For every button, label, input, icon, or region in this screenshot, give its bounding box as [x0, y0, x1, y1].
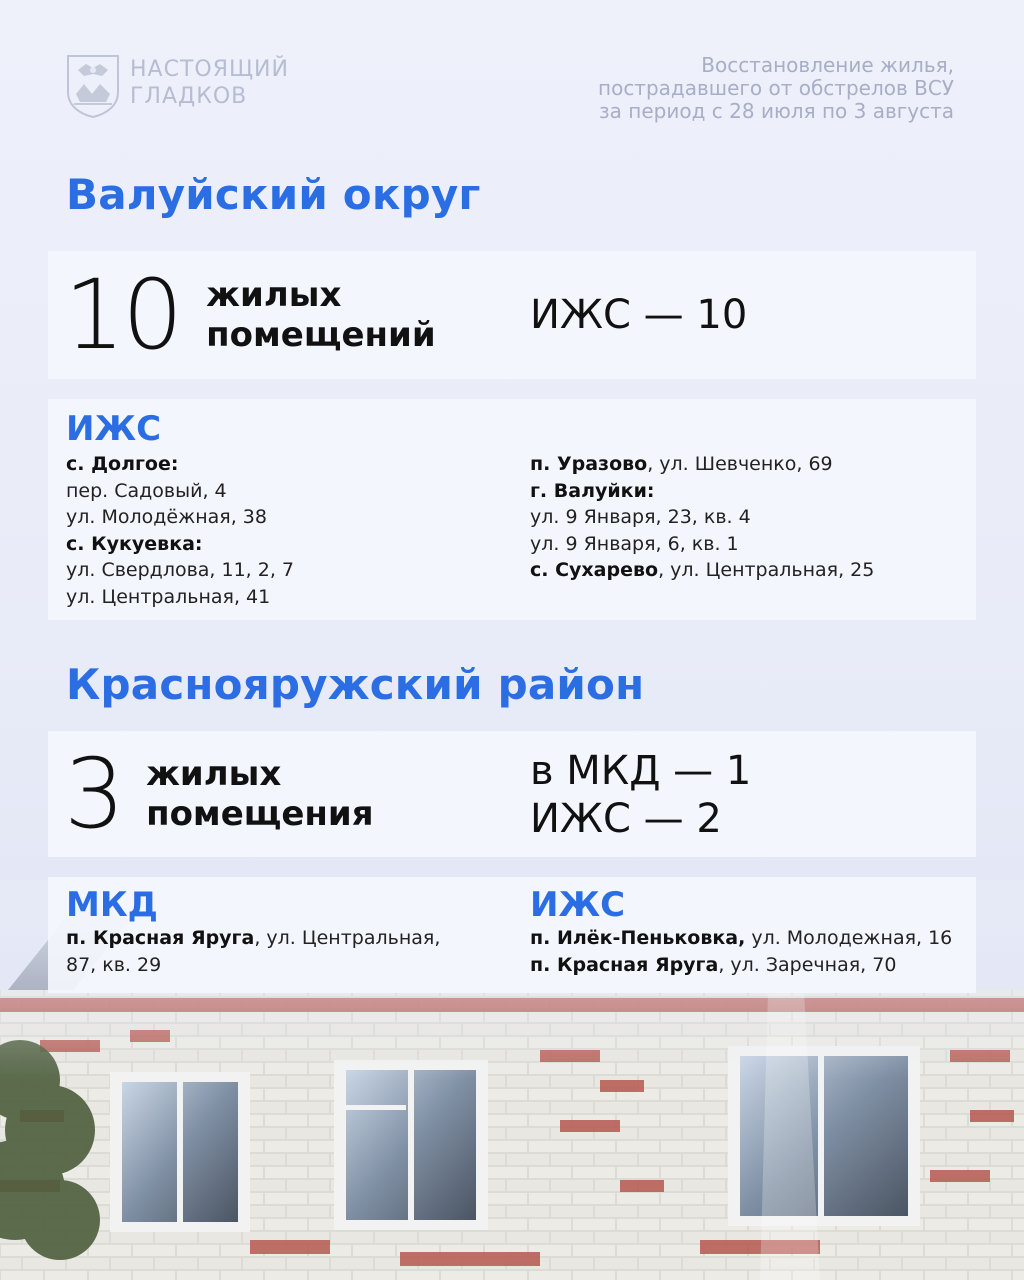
address-line: ул. 9 Января, 23, кв. 4: [530, 506, 751, 528]
address-line: , ул. Заречная, 70: [718, 953, 897, 976]
stat-units: [206, 275, 435, 355]
address-line: , ул. Центральная,: [254, 927, 441, 949]
breakdown-line-1: в МКД — 1: [530, 748, 752, 794]
section-title-valuyki: Валуйский округ: [66, 170, 481, 219]
header-note-line-2: пострадавшего от обстрелов ВСУ: [598, 76, 954, 100]
stat-count: 10: [64, 259, 181, 371]
breakdown-line-2: ИЖС — 2: [530, 796, 722, 842]
stat-count: 3: [64, 738, 123, 850]
place-name: п. Красная Яруга: [530, 953, 719, 976]
breakdown-line-1: ИЖС — 10: [530, 292, 748, 338]
section-title-krasnoyaruzhsky: Краснояружский район: [66, 660, 645, 709]
header-note-line-1: Восстановление жилья,: [701, 53, 954, 77]
place-name: п. Уразово: [530, 453, 648, 475]
stat-breakdown: [530, 747, 751, 843]
address-line: ул. Свердлова, 11, 2, 7: [66, 559, 295, 581]
address-line: 87, кв. 29: [66, 953, 162, 976]
brand-logo: [66, 54, 289, 118]
address-line: ул. 9 Января, 6, кв. 1: [530, 532, 739, 555]
place-name: п. Красная Яруга: [66, 927, 255, 949]
header-note-line-3: за период с 28 июля по 3 августа: [599, 99, 954, 123]
place-name: с. Сухарево: [530, 559, 659, 581]
address-line: , ул. Центральная, 25: [658, 559, 875, 581]
address-column-left: [66, 409, 294, 610]
place-name: с. Кукуевка:: [66, 532, 203, 555]
stat-card-krasnoyaruzhsky: [48, 731, 976, 857]
stat-units: [146, 754, 374, 834]
list-title-izhs: ИЖС: [66, 409, 162, 449]
address-line: ул. Молодёжная, 38: [66, 506, 267, 528]
place-name: с. Долгое:: [66, 453, 179, 475]
brand-line-2: ГЛАДКОВ: [130, 84, 248, 109]
address-line: , ул. Шевченко, 69: [647, 453, 833, 475]
place-name: п. Илёк-Пеньковка,: [530, 927, 746, 949]
brand-line-1: НАСТОЯЩИЙ: [130, 57, 289, 82]
stat-card-valuyki: [48, 251, 976, 379]
stat-unit-line-2: помещения: [146, 794, 374, 834]
address-line: ул. Центральная, 41: [66, 585, 271, 608]
address-card-krasnoyaruzhsky: [48, 877, 976, 993]
place-name: г. Валуйки:: [530, 479, 655, 502]
stat-breakdown: [530, 291, 747, 339]
brand-name: [130, 56, 289, 110]
header-note: [514, 54, 954, 123]
address-line: ул. Молодежная, 16: [745, 927, 953, 949]
stat-unit-line-2: помещений: [206, 315, 436, 355]
address-card-valuyki: [48, 399, 976, 620]
list-title-izhs: ИЖС: [530, 885, 626, 925]
stat-unit-line-1: жилых: [146, 754, 282, 794]
address-column-izhs: [530, 885, 952, 978]
address-column-mkd: [66, 885, 440, 978]
coat-of-arms-icon: [66, 54, 120, 118]
address-line: пер. Садовый, 4: [66, 479, 227, 502]
stat-unit-line-1: жилых: [206, 275, 342, 315]
address-column-right: [530, 451, 874, 584]
list-title-mkd: МКД: [66, 885, 158, 925]
